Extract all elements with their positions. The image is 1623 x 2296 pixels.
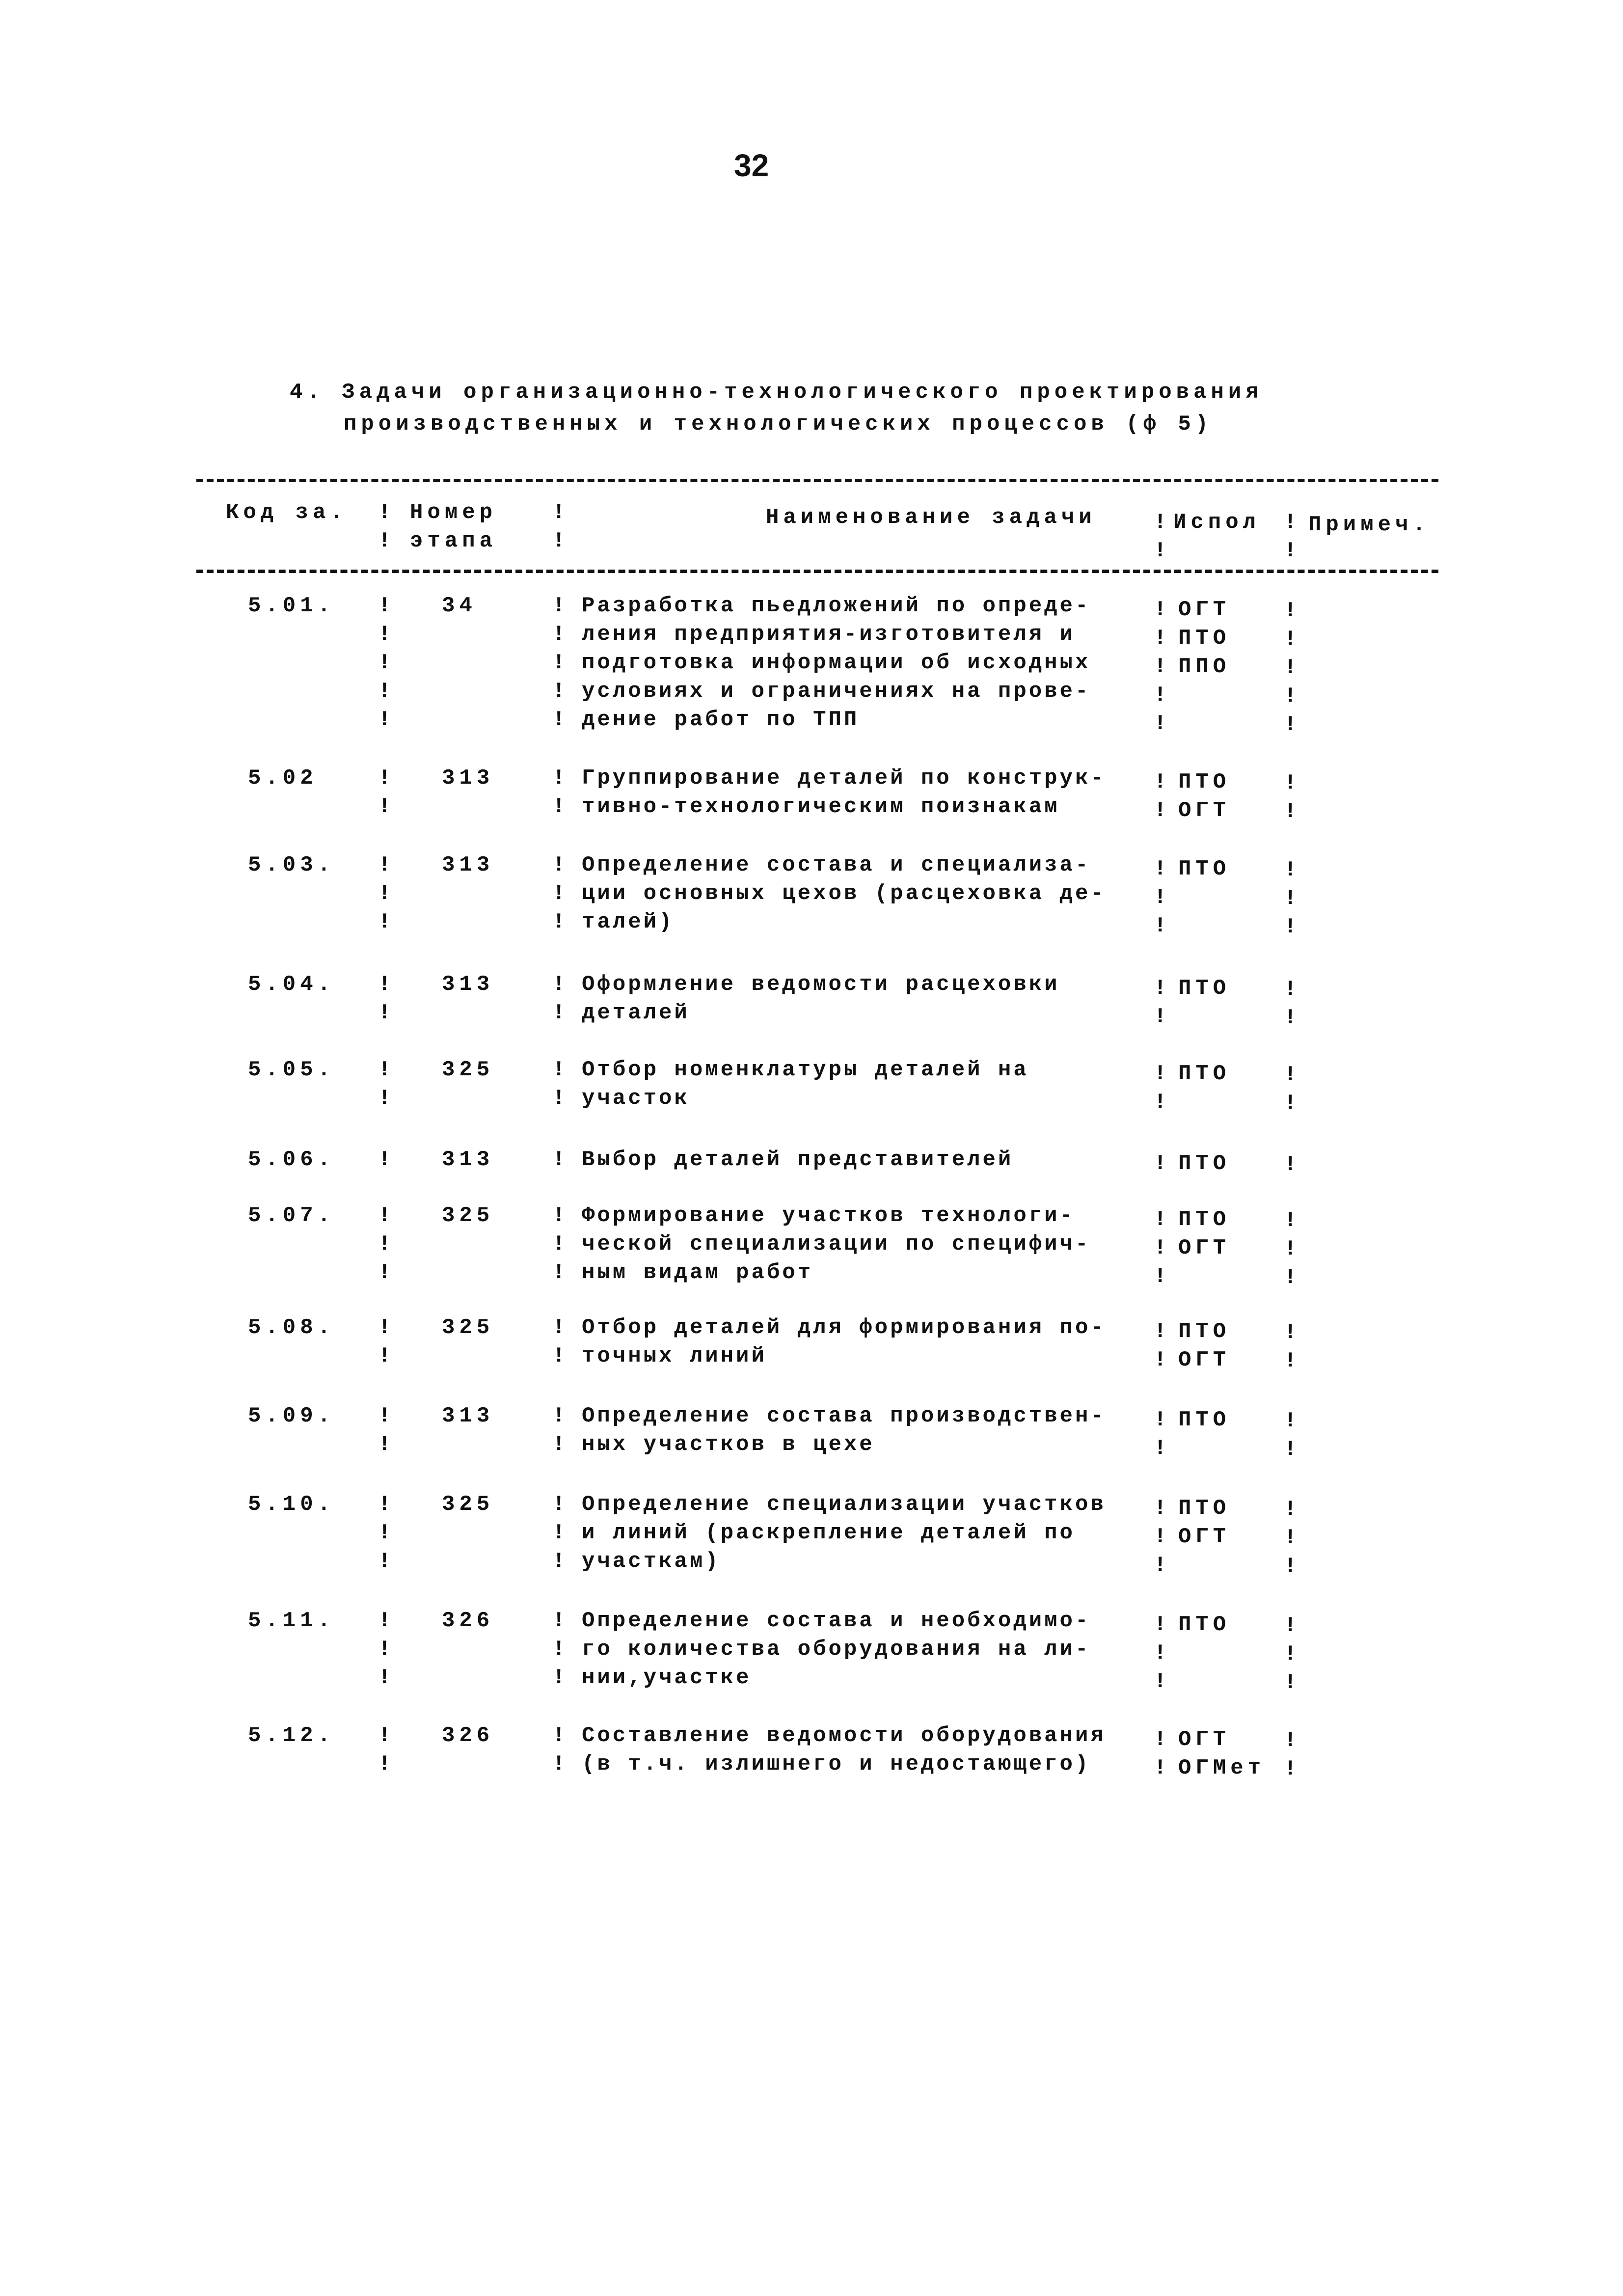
column-separator: ! (378, 766, 396, 791)
stage-number: 325 (442, 1315, 494, 1340)
task-code: 5.04. (248, 972, 335, 997)
header-code: Код за. (226, 500, 348, 525)
column-separator: ! (1284, 1497, 1301, 1522)
header-task-name: Наименование задачи (766, 505, 1096, 530)
column-separator: ! (1284, 771, 1301, 795)
column-separator: ! (378, 1752, 396, 1777)
task-name-line: ных участков в цехе (582, 1432, 875, 1457)
executor: ПТО (1178, 1062, 1231, 1086)
column-separator: ! (1284, 858, 1301, 882)
page-number: 32 (734, 148, 769, 183)
column-separator: ! (378, 1549, 396, 1574)
column-separator: ! (1154, 914, 1171, 938)
column-separator: ! (552, 1666, 570, 1690)
executor: ПТО (1178, 1496, 1231, 1521)
task-name-line: Составление ведомости оборудования (582, 1723, 1106, 1748)
column-separator: ! (1284, 1320, 1301, 1345)
task-code: 5.10. (248, 1492, 335, 1517)
column-separator: ! (378, 1492, 396, 1517)
column-separator: ! (552, 1752, 570, 1777)
task-name-line: Отбор номенклатуры деталей на (582, 1058, 1029, 1082)
column-separator: ! (378, 1148, 396, 1172)
table-title-line-1: 4. Задачи организационно-технологического проектирования (290, 380, 1263, 405)
column-separator: ! (1284, 1437, 1301, 1462)
column-separator: ! (552, 594, 570, 618)
column-separator: ! (1154, 598, 1171, 622)
task-name-line: тивно-технологическим поизнакам (582, 794, 1060, 819)
column-separator: ! (1284, 799, 1301, 824)
column-separator: ! (378, 1260, 396, 1285)
task-name-line: нии,участке (582, 1666, 752, 1690)
column-separator: ! (552, 1232, 570, 1257)
column-separator: ! (1154, 1669, 1171, 1694)
column-separator: ! (1284, 684, 1301, 709)
stage-number: 313 (442, 1148, 494, 1172)
column-separator: ! (1154, 885, 1171, 910)
executor: ПТО (1178, 1319, 1231, 1344)
stage-number: 325 (442, 1492, 494, 1517)
column-separator: ! (1284, 1554, 1301, 1579)
column-separator: ! (1284, 1613, 1301, 1638)
column-separator: ! (1154, 976, 1171, 1001)
column-separator: ! (552, 1521, 570, 1545)
stage-number: 326 (442, 1723, 494, 1748)
column-separator: ! (1154, 1436, 1171, 1461)
column-separator: ! (378, 1344, 396, 1368)
task-name-line: участок (582, 1086, 690, 1111)
column-separator: ! (552, 794, 570, 819)
task-name-line: ческой специализации по специфич- (582, 1232, 1091, 1257)
column-separator: ! (552, 1001, 570, 1025)
column-separator: ! (1154, 1641, 1171, 1666)
header-sep: ! (1154, 539, 1171, 563)
executor: ППО (1178, 655, 1231, 679)
header-sep: ! (552, 500, 570, 525)
column-separator: ! (378, 1232, 396, 1257)
column-separator: ! (378, 679, 396, 704)
column-separator: ! (378, 1609, 396, 1633)
column-separator: ! (378, 651, 396, 675)
task-name-line: Определение специализации участков (582, 1492, 1106, 1517)
column-separator: ! (1154, 1264, 1171, 1289)
column-separator: ! (1154, 1236, 1171, 1260)
column-separator: ! (378, 1086, 396, 1111)
column-separator: ! (552, 1637, 570, 1662)
column-separator: ! (378, 910, 396, 934)
task-name-line: Отбор деталей для формирования по- (582, 1315, 1106, 1340)
column-separator: ! (1154, 1090, 1171, 1115)
column-separator: ! (378, 1723, 396, 1748)
task-name-line: дение работ по ТПП (582, 708, 860, 732)
column-separator: ! (552, 1344, 570, 1368)
column-separator: ! (378, 1521, 396, 1545)
task-code: 5.01. (248, 594, 335, 618)
column-separator: ! (378, 594, 396, 618)
column-separator: ! (378, 853, 396, 877)
executor: ОГМет (1178, 1756, 1266, 1780)
column-separator: ! (552, 1492, 570, 1517)
header-sep: ! (1284, 510, 1301, 535)
column-separator: ! (1154, 1348, 1171, 1372)
column-separator: ! (1284, 1237, 1301, 1261)
task-name-line: подготовка информации об исходных (582, 651, 1091, 675)
column-separator: ! (1284, 977, 1301, 1002)
column-separator: ! (1154, 1151, 1171, 1176)
executor: ОГТ (1178, 1236, 1231, 1260)
task-name-line: ным видам работ (582, 1260, 813, 1285)
column-separator: ! (1284, 1757, 1301, 1781)
executor: ПТО (1178, 976, 1231, 1001)
task-code: 5.11. (248, 1609, 335, 1633)
executor: ОГТ (1178, 598, 1231, 622)
column-separator: ! (1284, 1526, 1301, 1550)
header-sep: ! (378, 500, 396, 525)
stage-number: 34 (442, 594, 477, 618)
stage-number: 325 (442, 1203, 494, 1228)
column-separator: ! (552, 881, 570, 906)
column-separator: ! (1154, 1756, 1171, 1780)
task-name-line: Группирование деталей по конструк- (582, 766, 1106, 791)
column-separator: ! (552, 972, 570, 997)
stage-number: 313 (442, 972, 494, 997)
column-separator: ! (378, 622, 396, 647)
task-name-line: талей) (582, 910, 675, 934)
executor: ОГТ (1178, 1525, 1231, 1549)
task-name-line: го количества оборудования на ли- (582, 1637, 1091, 1662)
column-separator: ! (1284, 886, 1301, 911)
header-executor: Испол (1173, 510, 1261, 535)
task-name-line: Определение состава и необходимо- (582, 1609, 1091, 1633)
header-bottom-rule (196, 570, 1438, 573)
column-separator: ! (1284, 1670, 1301, 1695)
column-separator: ! (552, 1723, 570, 1748)
column-separator: ! (1154, 1408, 1171, 1432)
column-separator: ! (552, 1086, 570, 1111)
header-stage: этапа (410, 529, 497, 553)
column-separator: ! (1284, 1265, 1301, 1290)
task-name-line: Оформление ведомости расцеховки (582, 972, 1060, 997)
column-separator: ! (552, 1148, 570, 1172)
column-separator: ! (1154, 1727, 1171, 1752)
task-name-line: участкам) (582, 1549, 721, 1574)
column-separator: ! (552, 1058, 570, 1082)
executor: ПТО (1178, 770, 1231, 794)
column-separator: ! (1284, 1091, 1301, 1116)
column-separator: ! (1154, 1005, 1171, 1029)
column-separator: ! (1284, 656, 1301, 680)
task-name-line: точных линий (582, 1344, 767, 1368)
header-sep: ! (552, 529, 570, 553)
task-name-line: Разработка пьедложений по опреде- (582, 594, 1091, 618)
column-separator: ! (552, 679, 570, 704)
column-separator: ! (1284, 712, 1301, 737)
column-separator: ! (1284, 1728, 1301, 1753)
header-top-rule (196, 479, 1438, 482)
task-code: 5.09. (248, 1404, 335, 1428)
column-separator: ! (1284, 1208, 1301, 1233)
column-separator: ! (1284, 1642, 1301, 1667)
column-separator: ! (1154, 711, 1171, 736)
column-separator: ! (552, 1260, 570, 1285)
column-separator: ! (378, 972, 396, 997)
column-separator: ! (1284, 1006, 1301, 1030)
column-separator: ! (378, 1203, 396, 1228)
task-code: 5.07. (248, 1203, 335, 1228)
column-separator: ! (1154, 1319, 1171, 1344)
task-code: 5.02 (248, 766, 318, 791)
column-separator: ! (552, 1315, 570, 1340)
column-separator: ! (378, 1315, 396, 1340)
column-separator: ! (378, 1637, 396, 1662)
column-separator: ! (1284, 1063, 1301, 1087)
column-separator: ! (1154, 655, 1171, 679)
header-sep: ! (1154, 510, 1171, 535)
task-name-line: ции основных цехов (расцеховка де- (582, 881, 1106, 906)
table-title-line-2: производственных и технологических процессов (ф 5) (344, 412, 1213, 437)
column-separator: ! (1154, 1496, 1171, 1521)
stage-number: 313 (442, 766, 494, 791)
column-separator: ! (552, 1432, 570, 1457)
task-code: 5.12. (248, 1723, 335, 1748)
column-separator: ! (552, 1203, 570, 1228)
column-separator: ! (552, 766, 570, 791)
column-separator: ! (1284, 915, 1301, 939)
header-stage: Номер (410, 500, 497, 525)
task-name-line: Формирование участков технологи- (582, 1203, 1075, 1228)
task-name-line: Определение состава и специализа- (582, 853, 1091, 877)
column-separator: ! (1154, 1553, 1171, 1578)
column-separator: ! (552, 708, 570, 732)
stage-number: 313 (442, 853, 494, 877)
column-separator: ! (1154, 1613, 1171, 1637)
task-name-line: и линий (раскрепление деталей по (582, 1521, 1075, 1545)
executor: ПТО (1178, 1207, 1231, 1232)
task-code: 5.03. (248, 853, 335, 877)
stage-number: 326 (442, 1609, 494, 1633)
task-name-line: деталей (582, 1001, 690, 1025)
executor: ОГТ (1178, 1727, 1231, 1752)
column-separator: ! (1154, 770, 1171, 794)
column-separator: ! (378, 1001, 396, 1025)
task-name-line: Выбор деталей представителей (582, 1148, 1014, 1172)
column-separator: ! (552, 651, 570, 675)
executor: ОГТ (1178, 798, 1231, 823)
task-name-line: Определение состава производствен- (582, 1404, 1106, 1428)
column-separator: ! (1154, 857, 1171, 881)
executor: ПТО (1178, 1151, 1231, 1176)
column-separator: ! (1284, 599, 1301, 623)
column-separator: ! (552, 1404, 570, 1428)
executor: ПТО (1178, 1408, 1231, 1432)
column-separator: ! (1154, 626, 1171, 651)
column-separator: ! (552, 1609, 570, 1633)
column-separator: ! (378, 1666, 396, 1690)
stage-number: 325 (442, 1058, 494, 1082)
column-separator: ! (552, 853, 570, 877)
column-separator: ! (1284, 1349, 1301, 1373)
header-sep: ! (1284, 539, 1301, 563)
task-code: 5.06. (248, 1148, 335, 1172)
column-separator: ! (1154, 798, 1171, 823)
column-separator: ! (1284, 1152, 1301, 1177)
column-separator: ! (552, 910, 570, 934)
column-separator: ! (378, 794, 396, 819)
column-separator: ! (378, 1404, 396, 1428)
executor: ПТО (1178, 1613, 1231, 1637)
task-name-line: ления предприятия-изготовителя и (582, 622, 1075, 647)
column-separator: ! (1284, 1409, 1301, 1433)
task-name-line: условиях и ограничениях на прове- (582, 679, 1091, 704)
column-separator: ! (378, 708, 396, 732)
executor: ПТО (1178, 857, 1231, 881)
column-separator: ! (1154, 1525, 1171, 1549)
column-separator: ! (1284, 627, 1301, 652)
task-code: 5.08. (248, 1315, 335, 1340)
executor: ОГТ (1178, 1348, 1231, 1372)
header-note: Примеч. (1308, 513, 1430, 537)
task-code: 5.05. (248, 1058, 335, 1082)
stage-number: 313 (442, 1404, 494, 1428)
column-separator: ! (552, 622, 570, 647)
header-sep: ! (378, 529, 396, 553)
column-separator: ! (1154, 683, 1171, 708)
column-separator: ! (552, 1549, 570, 1574)
column-separator: ! (378, 881, 396, 906)
executor: ПТО (1178, 626, 1231, 651)
column-separator: ! (378, 1432, 396, 1457)
column-separator: ! (1154, 1062, 1171, 1086)
task-name-line: (в т.ч. излишнего и недостающего) (582, 1752, 1091, 1777)
column-separator: ! (1154, 1207, 1171, 1232)
column-separator: ! (378, 1058, 396, 1082)
